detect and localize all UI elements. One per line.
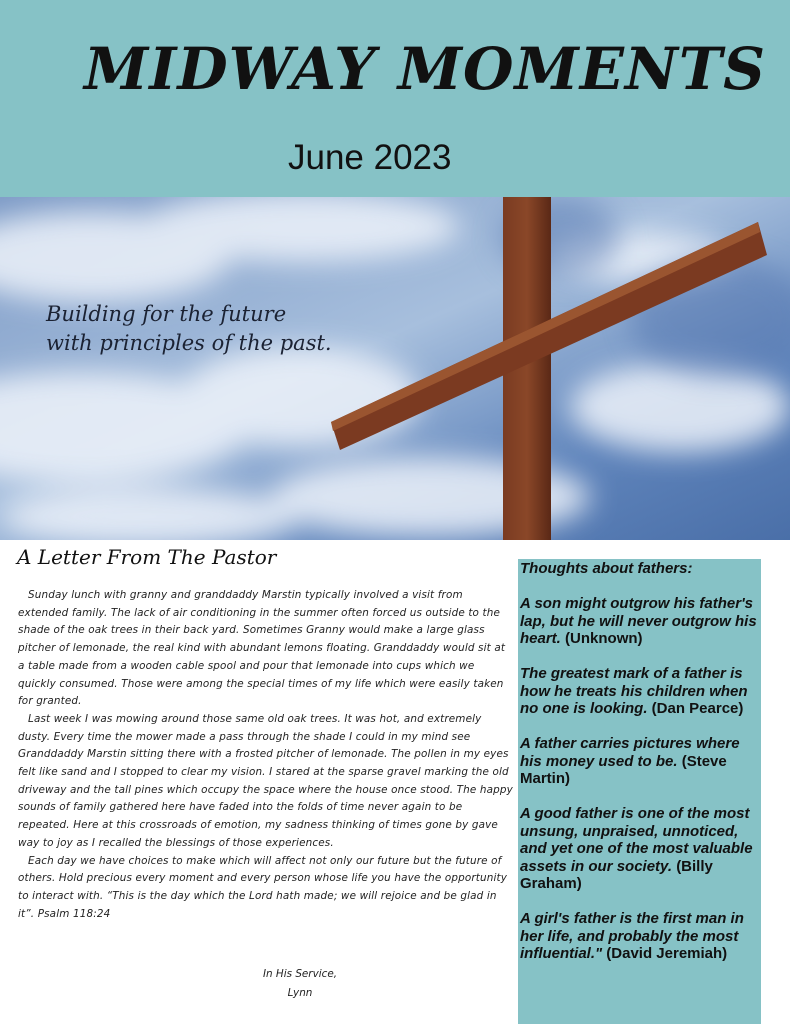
quote-author: (Dan Pearce) <box>651 700 744 717</box>
letter-closing: In His Service, <box>262 968 338 980</box>
newsletter-title: MIDWAY MOMENTS <box>84 35 766 103</box>
sidebar-heading: Thoughts about fathers: <box>520 560 693 577</box>
letter-paragraph: Each day we have choices to make which will affect not only our future but the future of others. Hold precious every moment and every person whose life you have the opportunity to interact with. “This is the day which the Lord hath made; we will rejoice and be glad in it”. Psalm 118:24 <box>18 854 508 920</box>
quote-author: (Steve Martin) <box>520 752 727 787</box>
quote-text: A good father is one of the most unsung, unpraised, unnoticed, and yet one of the most valuable assets in our society. <box>520 805 753 875</box>
letter-signature: Lynn <box>287 987 313 999</box>
letter-paragraph: Last week I was mowing around those same old oak trees. It was hot, and extremely dusty. Every time the mower made a pass through the shade I could in my mind see Granddaddy Marstin sitting there with a frosted pitcher of lemonade. The pollen in my eyes felt like sand and I stopped to clear my vision. I stared at the sparse gravel marking the old driveway and the tall pines which occupy the space where the house once stood. The happy sounds of family gathered here have faded into the folds of time never again to be repeated. Here at this crossroads of emotion, my sadness thinking of times gone by gave way to joy as I recalled the blessings of those experiences. <box>18 712 513 849</box>
hero-image <box>0 197 790 540</box>
cross-sky-illustration <box>0 197 790 540</box>
quote-author: (Unknown) <box>565 630 643 647</box>
letter-signature-block <box>210 965 390 1003</box>
quote-item <box>520 805 761 893</box>
quote-author: (Billy Graham) <box>520 857 713 892</box>
quote-item <box>520 735 761 788</box>
quote-item <box>520 595 761 648</box>
hero-tagline <box>46 300 332 358</box>
quote-text: The greatest mark of a father is how he treats his children when no one is looking. <box>520 665 748 717</box>
letter-body <box>18 587 515 923</box>
quote-text: A father carries pictures where his money used to be. <box>520 735 740 770</box>
tagline-line-1: Building for the future <box>46 302 287 326</box>
quote-item <box>520 910 761 963</box>
letter-heading: A Letter From The Pastor <box>17 545 277 569</box>
quote-text: A son might outgrow his father's lap, but he will never outgrow his heart. <box>520 595 757 647</box>
quote-text: A girl's father is the first man in her life, and probably the most influential." <box>520 910 744 962</box>
letter-paragraph: Sunday lunch with granny and granddaddy Marstin typically involved a visit from extended family. The lack of air conditioning in the summer often forced us outside to the shade of the oak trees in their back yard. Sometimes Granny would make a large glass pitcher of lemonade, the real kind with abundant lemons floating. Granddaddy would sit at a table made from a wooden cable spool and pour that lemonade into cups which we quickly consumed. Those were among the special times of my life which were easily taken for granted. <box>18 589 506 708</box>
fathers-quotes-sidebar <box>518 559 761 1024</box>
tagline-line-2: with principles of the past. <box>46 331 332 355</box>
header-banner <box>0 0 790 197</box>
quote-item <box>520 665 761 718</box>
quote-author: (David Jeremiah) <box>606 945 728 962</box>
issue-date: June 2023 <box>288 138 452 177</box>
